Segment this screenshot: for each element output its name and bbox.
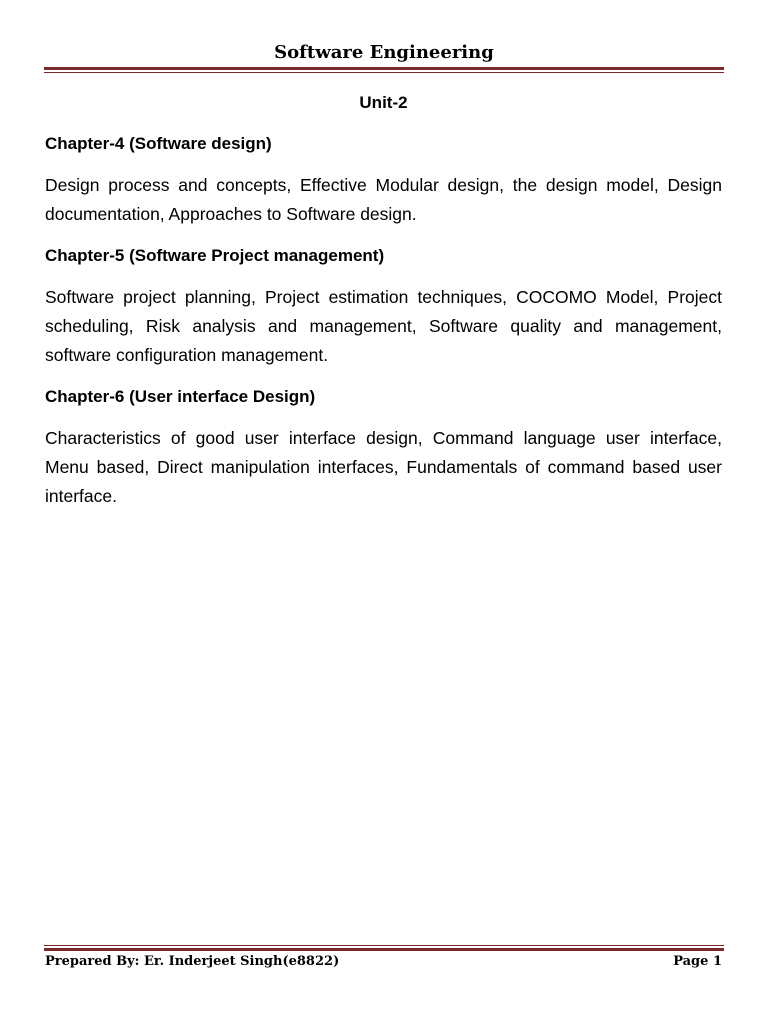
footer-rule (44, 948, 724, 951)
footer-rule-thin (44, 945, 724, 946)
page-number: Page 1 (673, 954, 722, 969)
chapter-heading: Chapter-6 (User interface Design) (45, 387, 316, 406)
page-footer (45, 953, 722, 971)
header-rule-thin (44, 72, 724, 73)
chapter-body: Software project planning, Project estimation techniques, COCOMO Model, Project scheduling, Risk analysis and management, Software quality and management, software configuration management. (45, 287, 722, 365)
chapter-body: Design process and concepts, Effective Modular design, the design model, Design documentation, Approaches to Software design. (45, 175, 722, 224)
header-title: Software Engineering (274, 42, 494, 63)
chapter-heading: Chapter-4 (Software design) (45, 134, 272, 153)
chapter-heading: Chapter-5 (Software Project management) (45, 246, 385, 265)
unit-title: Unit-2 (359, 93, 408, 112)
header-rule (44, 67, 724, 70)
prepared-by: Prepared By: Er. Inderjeet Singh(e8822) (45, 954, 340, 969)
chapter-body: Characteristics of good user interface design, Command language user interface, Menu based, Direct manipulation interfaces, Fundamentals of command based user interface. (45, 428, 722, 506)
page-content (45, 90, 722, 525)
